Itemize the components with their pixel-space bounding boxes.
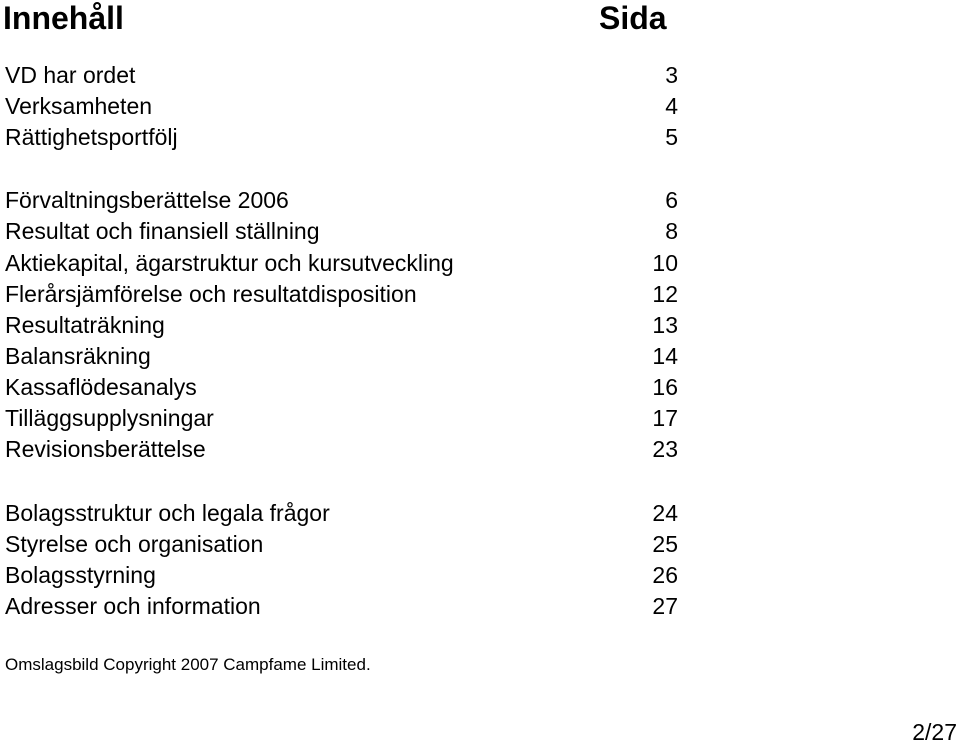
toc-entry-label: Balansräkning <box>5 343 151 369</box>
toc-entry-label: VD har ordet <box>5 62 136 88</box>
page-number: 2/27 <box>912 719 957 745</box>
toc-entry-label: Flerårsjämförelse och resultatdisposition <box>5 281 417 307</box>
toc-entry <box>5 341 678 372</box>
toc-entry <box>5 91 678 122</box>
toc-entry-label: Verksamheten <box>5 93 153 119</box>
toc-entry-page: 4 <box>665 93 678 119</box>
toc-entry-label: Förvaltningsberättelse 2006 <box>5 187 289 213</box>
toc-entry-label: Rättighetsportfölj <box>5 124 178 150</box>
toc-entry-page: 27 <box>652 593 678 619</box>
toc-entry-page: 6 <box>665 187 678 213</box>
toc-entry <box>5 216 678 247</box>
toc-entry <box>5 560 678 591</box>
toc-entry-page: 12 <box>652 281 678 307</box>
toc-entry-page: 3 <box>665 62 678 88</box>
toc-entry-label: Adresser och information <box>5 593 261 619</box>
toc-entry <box>5 498 678 529</box>
toc-entry <box>5 248 678 279</box>
toc-entry-page: 14 <box>652 343 678 369</box>
toc-entry-page: 8 <box>665 218 678 244</box>
toc-entry-page: 17 <box>652 405 678 431</box>
toc-entry-page: 24 <box>652 500 678 526</box>
toc-entry <box>5 403 678 434</box>
toc-entry-page: 13 <box>652 312 678 338</box>
toc-entry-label: Bolagsstyrning <box>5 562 156 588</box>
toc-entry-label: Resultaträkning <box>5 312 165 338</box>
toc-entry <box>5 185 678 216</box>
toc-entry-page: 5 <box>665 124 678 150</box>
toc-entry-label: Aktiekapital, ägarstruktur och kursutveckling <box>5 250 454 276</box>
toc-entry-label: Resultat och finansiell ställning <box>5 218 320 244</box>
cover-image-credit: Omslagsbild Copyright 2007 Campfame Limited. <box>5 655 371 674</box>
toc-entry-label: Tilläggsupplysningar <box>5 405 214 431</box>
toc-entry <box>5 279 678 310</box>
toc-entry-page: 10 <box>652 250 678 276</box>
toc-entry-page: 16 <box>652 374 678 400</box>
toc-entry <box>5 434 678 465</box>
toc-entry-page: 26 <box>652 562 678 588</box>
toc-entry-label: Kassaflödesanalys <box>5 374 197 400</box>
toc-entry-label: Bolagsstruktur och legala frågor <box>5 500 330 526</box>
toc-entry <box>5 122 678 153</box>
toc-entry <box>5 372 678 403</box>
toc-entry <box>5 60 678 91</box>
page-title: Innehåll <box>3 0 124 36</box>
toc-entry <box>5 529 678 560</box>
toc-entry-label: Revisionsberättelse <box>5 436 206 462</box>
toc-entry-page: 23 <box>652 436 678 462</box>
toc-entry <box>5 310 678 341</box>
toc-entry-page: 25 <box>652 531 678 557</box>
toc-entry <box>5 591 678 622</box>
page-column-heading: Sida <box>599 0 667 36</box>
toc-entry-label: Styrelse och organisation <box>5 531 264 557</box>
